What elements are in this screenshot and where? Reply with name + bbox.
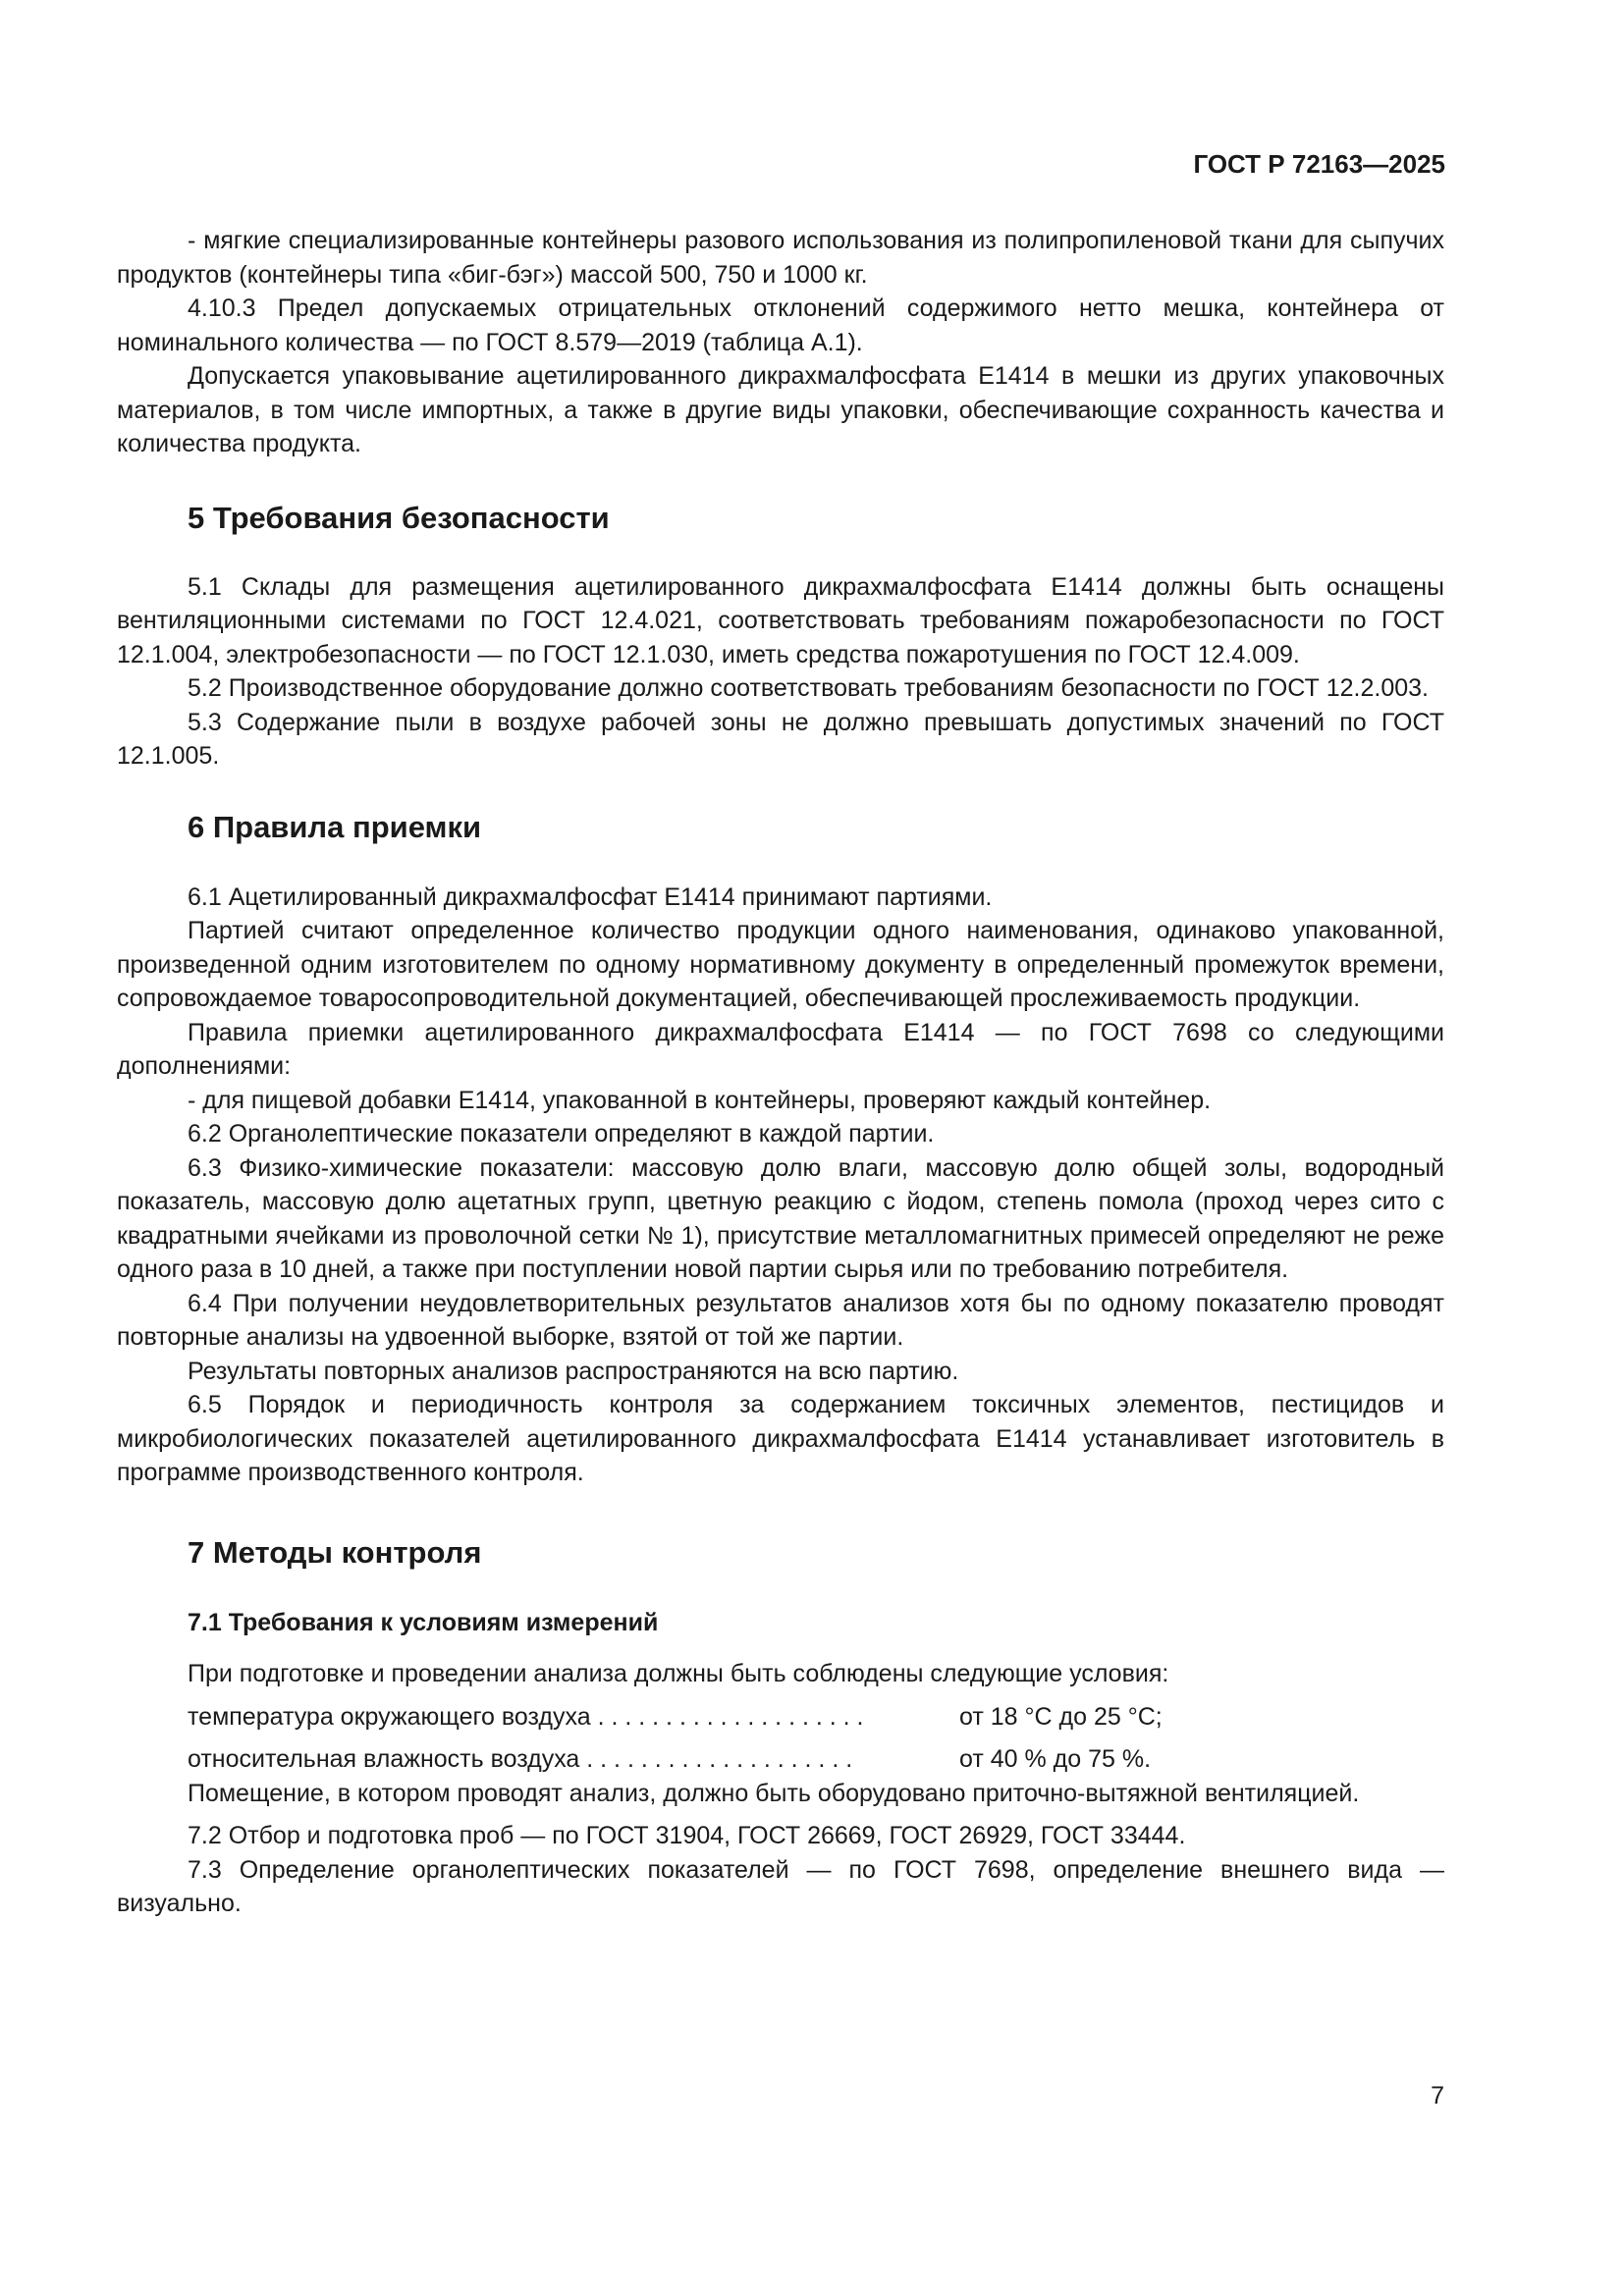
condition-temperature-label: температура окружающего воздуха . . . . . . . . . . . . . . . . . . . . <box>188 1702 864 1731</box>
paragraph-6-4: 6.4 При получении неудовлетворительных результатов анализов хотя бы по одному показателю проводят повторные анализы на удвоенной выборке, взятой от той же партии. <box>117 1289 1444 1351</box>
paragraph-5-1: 5.1 Склады для размещения ацетилированного дикрахмалфосфата Е1414 должны быть оснащены вентиляционными системами по ГОСТ 12.4.021, соответствовать требованиям пожаробезопасности по ГОСТ 12.1.004, электробезопасности — по ГОСТ 12.1.030, иметь средства пожаротушения по ГОСТ 12.4.009. <box>117 572 1444 668</box>
paragraph-5-2: 5.2 Производственное оборудование должно соответствовать требованиям безопасности по ГОСТ 12.2.003. <box>188 674 1429 702</box>
section-5-heading: 5 Требования безопасности <box>188 500 610 535</box>
subsection-7-1-heading: 7.1 Требования к условиям измерений <box>188 1608 659 1636</box>
paragraph-ventilation: Помещение, в котором проводят анализ, должно быть оборудовано приточно-вытяжной вентиляцией. <box>188 1779 1360 1807</box>
document-body <box>117 224 1444 1921</box>
paragraph-7-2: 7.2 Отбор и подготовка проб — по ГОСТ 31904, ГОСТ 26669, ГОСТ 26929, ГОСТ 33444. <box>188 1822 1186 1849</box>
paragraph-6-2: 6.2 Органолептические показатели определяют в каждой партии. <box>188 1120 935 1148</box>
condition-humidity-value: от 40 % до 75 %. <box>959 1745 1152 1773</box>
paragraph-6-3: 6.3 Физико-химические показатели: массовую долю влаги, массовую долю общей золы, водородный показатель, массовую долю ацетатных групп, цветную реакцию с йодом, степень помола (проход через сито с квадратными ячейками из проволочной сетки № 1), присутствие металломагнитных примесей определяют не реже одного раза в 10 дней, а также при поступлении новой партии сырья или по требованию потребителя. <box>117 1153 1444 1283</box>
condition-temperature <box>117 1700 1444 1735</box>
paragraph-5-3: 5.3 Содержание пыли в воздухе рабочей зоны не должно превышать допустимых значений по ГОСТ 12.1.005. <box>117 708 1444 770</box>
paragraph-6-5: 6.5 Порядок и периодичность контроля за содержанием токсичных элементов, пестицидов и микробиологических показателей ацетилированного дикрахмалфосфата Е1414 устанавливает изготовитель в программе производственного контроля. <box>117 1391 1444 1486</box>
paragraph-conditions-intro: При подготовке и проведении анализа должны быть соблюдены следующие условия: <box>188 1660 1169 1687</box>
paragraph-4-10-3: 4.10.3 Предел допускаемых отрицательных отклонений содержимого нетто мешка, контейнера от номинального количества — по ГОСТ 8.579—2019 (таблица А.1). <box>117 294 1444 356</box>
paragraph-acceptance-rules: Правила приемки ацетилированного дикрахмалфосфата Е1414 — по ГОСТ 7698 со следующими дополнениями: <box>117 1018 1444 1080</box>
paragraph-6-1: 6.1 Ацетилированный дикрахмалфосфат Е1414 принимают партиями. <box>188 882 993 911</box>
condition-humidity <box>117 1742 1444 1777</box>
paragraph-repeat-results: Результаты повторных анализов распространяются на всю партию. <box>188 1357 959 1385</box>
section-7-heading: 7 Методы контроля <box>188 1534 482 1570</box>
paragraph-container-type: - мягкие специализированные контейнеры разового использования из полипропиленовой ткани для сыпучих продуктов (контейнеры типа «биг-бэг») массой 500, 750 и 1000 кг. <box>117 227 1444 289</box>
paragraph-packaging-allowed: Допускается упаковывание ацетилированного дикрахмалфосфата Е1414 в мешки из других упаковочных материалов, в том числе импортных, а также в другие виды упаковки, обеспечивающие сохранность качества и количества продукта. <box>117 362 1444 457</box>
page-number: 7 <box>1431 2082 1444 2109</box>
paragraph-container-check: - для пищевой добавки Е1414, упакованной в контейнеры, проверяют каждый контейнер. <box>188 1086 1212 1114</box>
paragraph-7-3: 7.3 Определение органолептических показателей — по ГОСТ 7698, определение внешнего вида — визуально. <box>117 1855 1444 1917</box>
condition-humidity-label: относительная влажность воздуха . . . . . . . . . . . . . . . . . . . . <box>188 1745 853 1773</box>
paragraph-batch-definition: Партией считают определенное количество продукции одного наименования, одинаково упакованной, произведенной одним изготовителем по одному нормативному документу в определенный промежуток времени, сопровождаемое товаросопроводительной документацией, обеспечивающей прослеживаемость продукции. <box>117 917 1444 1012</box>
condition-temperature-value: от 18 °С до 25 °С; <box>959 1702 1163 1731</box>
document-code: ГОСТ Р 72163—2025 <box>1193 149 1445 179</box>
section-6-heading: 6 Правила приемки <box>188 809 482 844</box>
